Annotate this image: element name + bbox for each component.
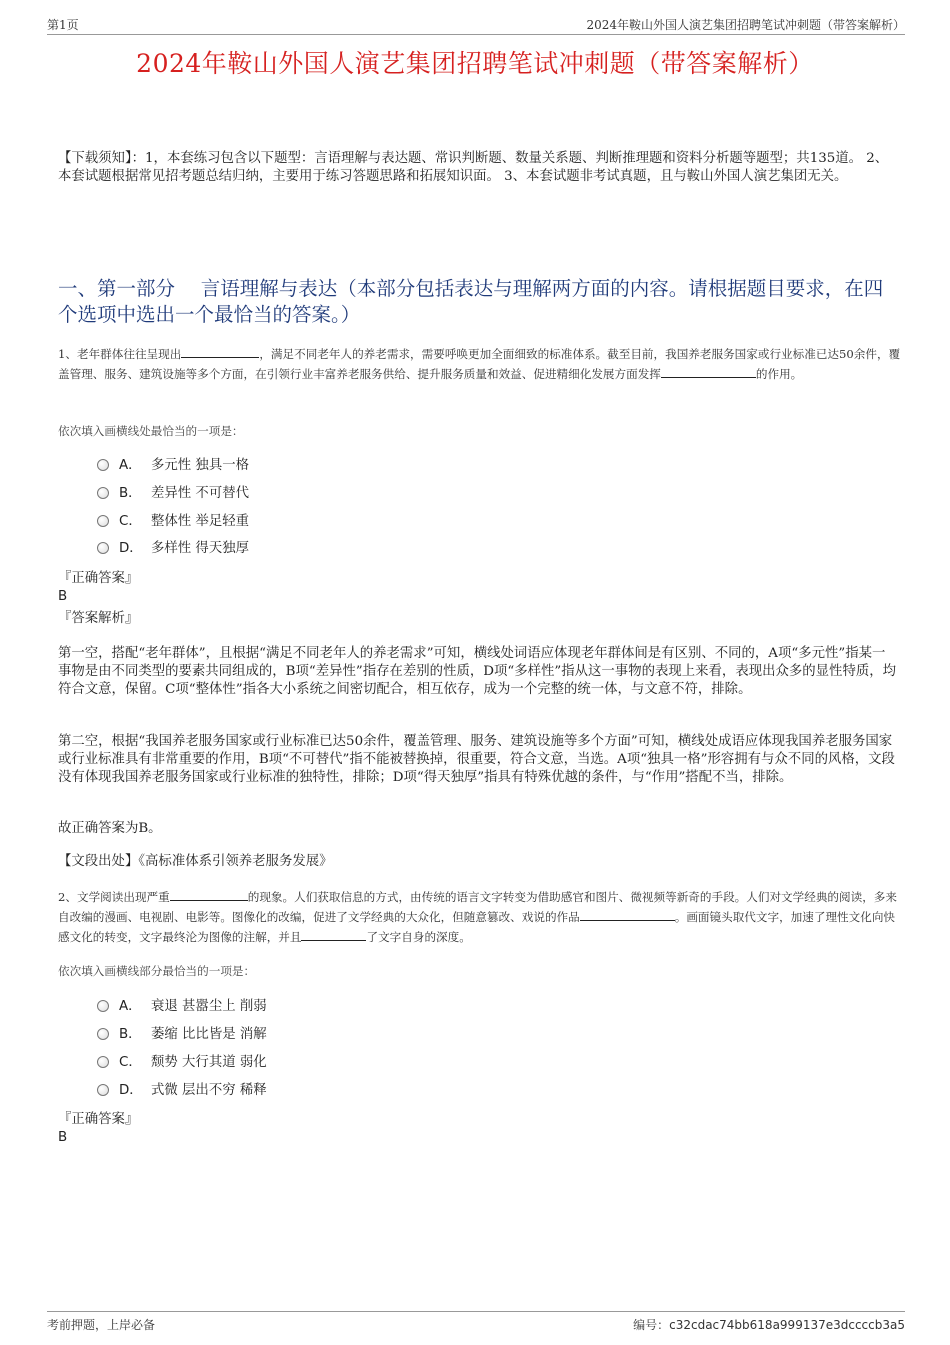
option-text: 衰退 甚嚣尘上 削弱	[151, 999, 267, 1014]
question-2-answer: B	[58, 1130, 68, 1145]
question-1-blank-1	[181, 345, 259, 358]
question-2-stem	[58, 887, 903, 947]
question-2-blank-1	[170, 888, 248, 901]
question-1-stem-part-a: 1、老年群体往往呈现出	[58, 347, 182, 361]
question-1-option-c[interactable]	[97, 513, 249, 531]
option-letter: C．	[119, 514, 142, 529]
footer-slogan: 考前押题，上岸必备	[47, 1318, 156, 1332]
question-2-stem-part-a: 2、文学阅读出现严重	[58, 890, 170, 904]
radio-icon[interactable]	[97, 1000, 109, 1012]
question-1-stem	[58, 344, 903, 384]
option-text: 多样性 得天独厚	[151, 541, 249, 556]
page-footer	[47, 1311, 905, 1334]
option-letter: A．	[119, 999, 142, 1014]
radio-icon[interactable]	[97, 542, 109, 554]
radio-icon[interactable]	[97, 1056, 109, 1068]
question-2-option-d[interactable]	[97, 1082, 267, 1100]
question-2-option-a[interactable]	[97, 998, 267, 1016]
question-1-blank-2	[661, 365, 756, 378]
question-2-answer-label: 『正确答案』	[58, 1112, 139, 1127]
option-letter: B．	[119, 486, 142, 501]
question-2-stem-part-b: 的现象。人们获取信息的方式，由传统的语言文字转变为借助感官和图片、微视频等新奇的手段。人们对文学经典的阅读，多来自改编的漫画、电视剧、电影等。图像化的改编，促进了文学经典的大众化，但随意篡改、戏说的作品	[58, 890, 897, 924]
section-title: 一、第一部分 言语理解与表达（本部分包括表达与理解两方面的内容。请根据题目要求，在四个选项中选出一个最恰当的答案。）	[58, 277, 884, 326]
option-letter: D．	[119, 541, 143, 556]
document-title: 2024年鞍山外国人演艺集团招聘笔试冲刺题（带答案解析）	[136, 49, 814, 78]
option-text: 多元性 独具一格	[151, 458, 249, 473]
question-2-blank-2	[580, 908, 675, 921]
page-header	[47, 14, 905, 35]
footer-code-label: 编号：	[633, 1318, 670, 1332]
option-text: 颓势 大行其道 弱化	[151, 1055, 267, 1070]
option-text: 式微 层出不穷 稀释	[151, 1083, 267, 1098]
question-2-stem-part-d: 了文字自身的深度。	[366, 930, 471, 944]
question-1-conclusion: 故正确答案为B。	[58, 821, 162, 836]
radio-icon[interactable]	[97, 515, 109, 527]
question-1-option-d[interactable]	[97, 540, 249, 558]
question-1-analysis-paragraph-2: 第二空，根据“我国养老服务国家或行业标准已达50余件，覆盖管理、服务、建筑设施等多个方面”可知，横线处成语应体现我国养老服务国家或行业标准具有非常重要的作用，B项“不可替代”指不能被替换掉，很重要，符合文意，当选。A项“独具一格”形容拥有与众不同的风格，文段没有体现我国养老服务国家或行业标准的独特性，排除；D项“得天独厚”指具有特殊优越的条件，与“作用”搭配不当，排除。	[58, 734, 895, 785]
question-1-stem-part-c: 的作用。	[755, 367, 803, 381]
option-text: 萎缩 比比皆是 消解	[151, 1027, 267, 1042]
option-letter: A．	[119, 458, 142, 473]
question-1-answer: B	[58, 589, 68, 604]
radio-icon[interactable]	[97, 1028, 109, 1040]
page-number: 第1页	[47, 18, 79, 32]
header-doc-title: 2024年鞍山外国人演艺集团招聘笔试冲刺题（带答案解析）	[586, 18, 905, 32]
question-2-prompt: 依次填入画横线部分最恰当的一项是：	[58, 964, 256, 978]
footer-code-value: c32cdac74bb618a999137e3dccccb3a5	[669, 1318, 905, 1332]
option-text: 差异性 不可替代	[151, 486, 249, 501]
radio-icon[interactable]	[97, 487, 109, 499]
question-2-stem-part-c: 。画面镜头取代文字，加速了理性文化向快感文化的转变，文字最终沦为图像的注解，并且	[58, 910, 896, 944]
question-1-option-a[interactable]	[97, 457, 249, 475]
option-letter: D．	[119, 1083, 143, 1098]
option-text: 整体性 举足轻重	[151, 514, 249, 529]
question-1-source: 【文段出处】《高标准体系引领养老服务发展》	[58, 854, 333, 869]
question-1-analysis-paragraph-1: 第一空，搭配“老年群体”，且根据“满足不同老年人的养老需求”可知，横线处词语应体现老年群体间是有区别、不同的，A项“多元性”指某一事物是由不同类型的要素共同组成的，B项“差异性”指存在差别的性质，D项“多样性”指从这一事物的表现上来看，表现出众多的显性特质，均符合文意，保留。C项“整体性”指各大小系统之间密切配合，相互依存，成为一个完整的统一体，与文意不符，排除。	[58, 646, 897, 697]
question-1-option-b[interactable]	[97, 485, 249, 503]
footer-code	[633, 1316, 905, 1333]
option-letter: C．	[119, 1055, 142, 1070]
question-1-stem-part-b: ，满足不同老年人的养老需求，需要呼唤更加全面细致的标准体系。截至目前，我国养老服务国家或行业标准已达50余件，覆盖管理、服务、建筑设施等多个方面，在引领行业丰富养老服务供给、提升服务质量和效益、促进精细化发展方面发挥	[58, 347, 901, 381]
radio-icon[interactable]	[97, 1084, 109, 1096]
question-2-blank-3	[301, 928, 366, 941]
radio-icon[interactable]	[97, 459, 109, 471]
question-1-answer-label: 『正确答案』	[58, 571, 139, 586]
question-1-analysis-label: 『答案解析』	[58, 611, 139, 626]
question-2-option-c[interactable]	[97, 1054, 267, 1072]
option-letter: B．	[119, 1027, 142, 1042]
question-2-option-b[interactable]	[97, 1026, 267, 1044]
download-notice: 【下载须知】：1，本套练习包含以下题型：言语理解与表达题、常识判断题、数量关系题、判断推理题和资料分析题等题型；共135道。 2、本套试题根据常见招考题总结归纳，主要用于练习答题思路和拓展知识面。 3、本套试题非考试真题，且与鞍山外国人演艺集团无关。	[58, 151, 889, 184]
question-1-prompt: 依次填入画横线处最恰当的一项是：	[58, 424, 244, 438]
